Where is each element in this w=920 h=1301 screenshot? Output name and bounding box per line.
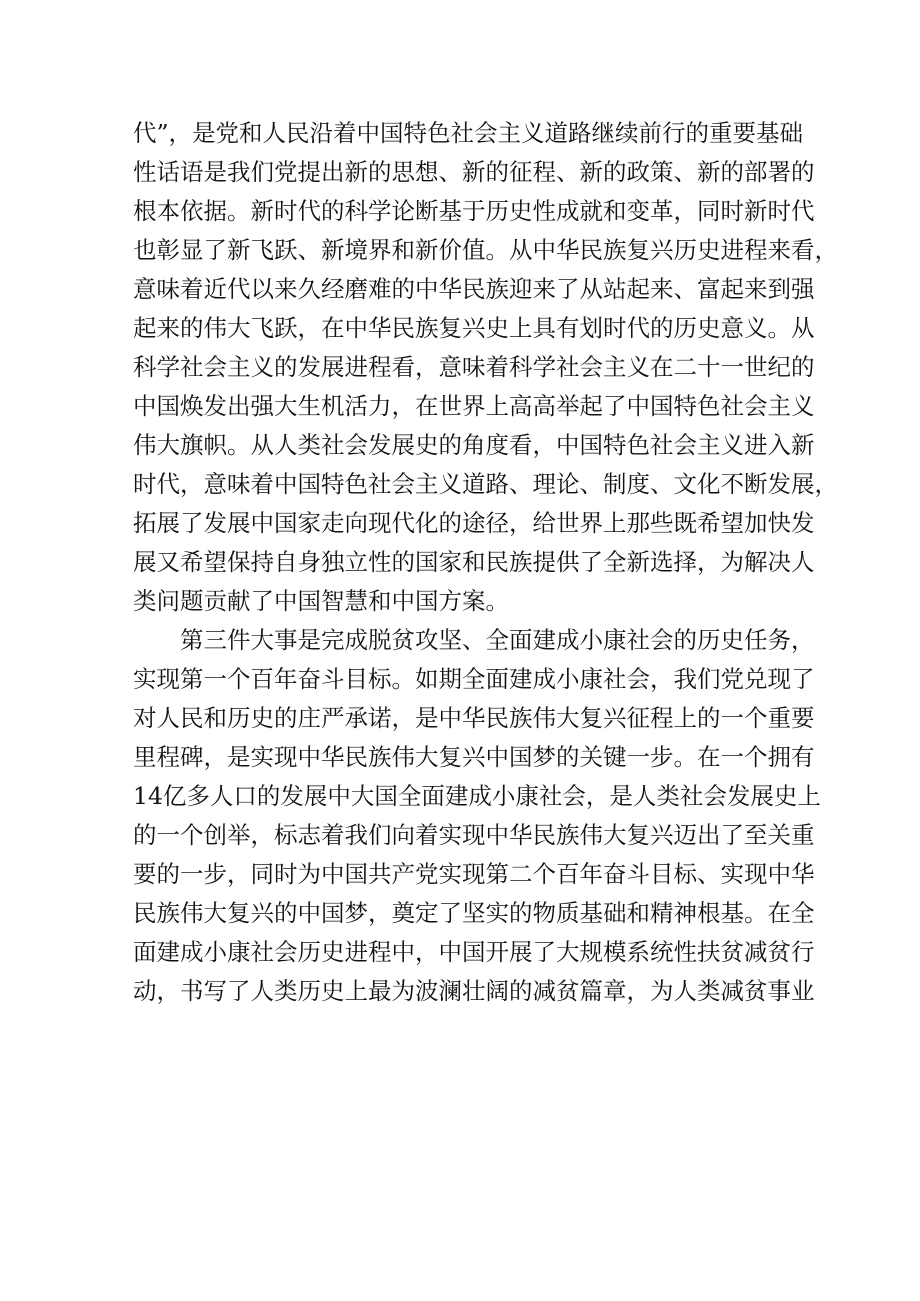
paragraph-line: 性话语是我们党提出新的思想、新的征程、新的政策、新的部署的	[133, 158, 815, 186]
paragraph-line: 第三件大事是完成脱贫攻坚、全面建成小康社会的历史任务，	[180, 626, 815, 654]
paragraph-line: 伟大旗帜。从人类社会发展史的角度看，中国特色社会主义进入新	[133, 431, 815, 459]
paragraph-line: 14亿多人口的发展中大国全面建成小康社会，是人类社会发展史上	[133, 782, 821, 810]
paragraph-line: 科学社会主义的发展进程看，意味着科学社会主义在二十一世纪的	[133, 353, 815, 381]
paragraph-line: 展又希望保持自身独立性的国家和民族提供了全新选择，为解决人	[133, 548, 815, 576]
paragraph-line: 也彰显了新飞跃、新境界和新价值。从中华民族复兴历史进程来看，	[133, 236, 838, 264]
paragraph-line: 根本依据。新时代的科学论断基于历史性成就和变革，同时新时代	[133, 197, 815, 225]
paragraph-line: 中国焕发出强大生机活力，在世界上高高举起了中国特色社会主义	[133, 392, 815, 420]
paragraph-line: 民族伟大复兴的中国梦，奠定了坚实的物质基础和精神根基。在全	[133, 899, 815, 927]
paragraph-line: 意味着近代以来久经磨难的中华民族迎来了从站起来、富起来到强	[133, 275, 815, 303]
paragraph-line: 起来的伟大飞跃，在中华民族复兴史上具有划时代的历史意义。从	[133, 314, 815, 342]
paragraph-line: 面建成小康社会历史进程中，中国开展了大规模系统性扶贫减贫行	[133, 938, 815, 966]
paragraph-line: 里程碑，是实现中华民族伟大复兴中国梦的关键一步。在一个拥有	[133, 743, 815, 771]
paragraph-line: 的一个创举，标志着我们向着实现中华民族伟大复兴迈出了至关重	[133, 821, 815, 849]
paragraph-line: 时代，意味着中国特色社会主义道路、理论、制度、文化不断发展，	[133, 470, 838, 498]
paragraph-line: 类问题贡献了中国智慧和中国方案。	[133, 587, 509, 615]
paragraph-line: 实现第一个百年奋斗目标。如期全面建成小康社会，我们党兑现了	[133, 665, 815, 693]
paragraph-line: 动，书写了人类历史上最为波澜壮阔的减贫篇章，为人类减贫事业	[133, 977, 815, 1005]
paragraph-line: 拓展了发展中国家走向现代化的途径，给世界上那些既希望加快发	[133, 509, 815, 537]
paragraph-1	[133, 114, 838, 621]
paragraph-line: 代”，是党和人民沿着中国特色社会主义道路继续前行的重要基础	[133, 119, 804, 147]
paragraph-2	[133, 621, 821, 1011]
paragraph-line: 要的一步，同时为中国共产党实现第二个百年奋斗目标、实现中华	[133, 860, 815, 888]
paragraph-line: 对人民和历史的庄严承诺，是中华民族伟大复兴征程上的一个重要	[133, 704, 815, 732]
